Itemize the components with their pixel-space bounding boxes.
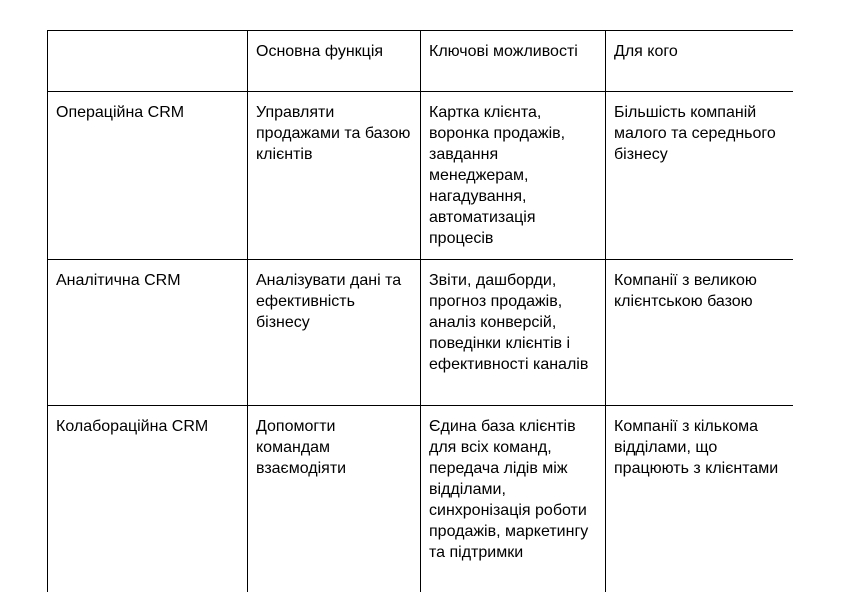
row-features-cell: Звіти, дашборди, прогноз продажів, аналіз конверсій, поведінки клієнтів і ефективності каналів [421,260,606,406]
row-audience-cell: Більшість компаній малого та середнього бізнесу [606,92,794,260]
crm-types-table-container [47,30,793,592]
row-name-cell: Аналітична CRM [48,260,248,406]
header-cell-function: Основна функція [248,31,421,92]
table-header-row [48,31,794,92]
table-row-operational [48,92,794,260]
row-audience-cell: Компанії з великою клієнтською базою [606,260,794,406]
row-name-cell: Операційна CRM [48,92,248,260]
row-function-cell: Аналізувати дані та ефективність бізнесу [248,260,421,406]
crm-types-table [47,30,793,592]
header-cell-features: Ключові можливості [421,31,606,92]
header-cell-audience: Для кого [606,31,794,92]
row-name-cell: Колабораційна CRM [48,406,248,593]
table-row-analytical [48,260,794,406]
row-function-cell: Допомогти командам взаємодіяти [248,406,421,593]
row-audience-cell: Компанії з кількома відділами, що працюють з клієнтами [606,406,794,593]
row-features-cell: Єдина база клієнтів для всіх команд, передача лідів між відділами, синхронізація роботи продажів, маркетингу та підтримки [421,406,606,593]
row-function-cell: Управляти продажами та базою клієнтів [248,92,421,260]
table-row-collaborative [48,406,794,593]
header-cell-empty [48,31,248,92]
row-features-cell: Картка клієнта, воронка продажів, завдання менеджерам, нагадування, автоматизація процесів [421,92,606,260]
